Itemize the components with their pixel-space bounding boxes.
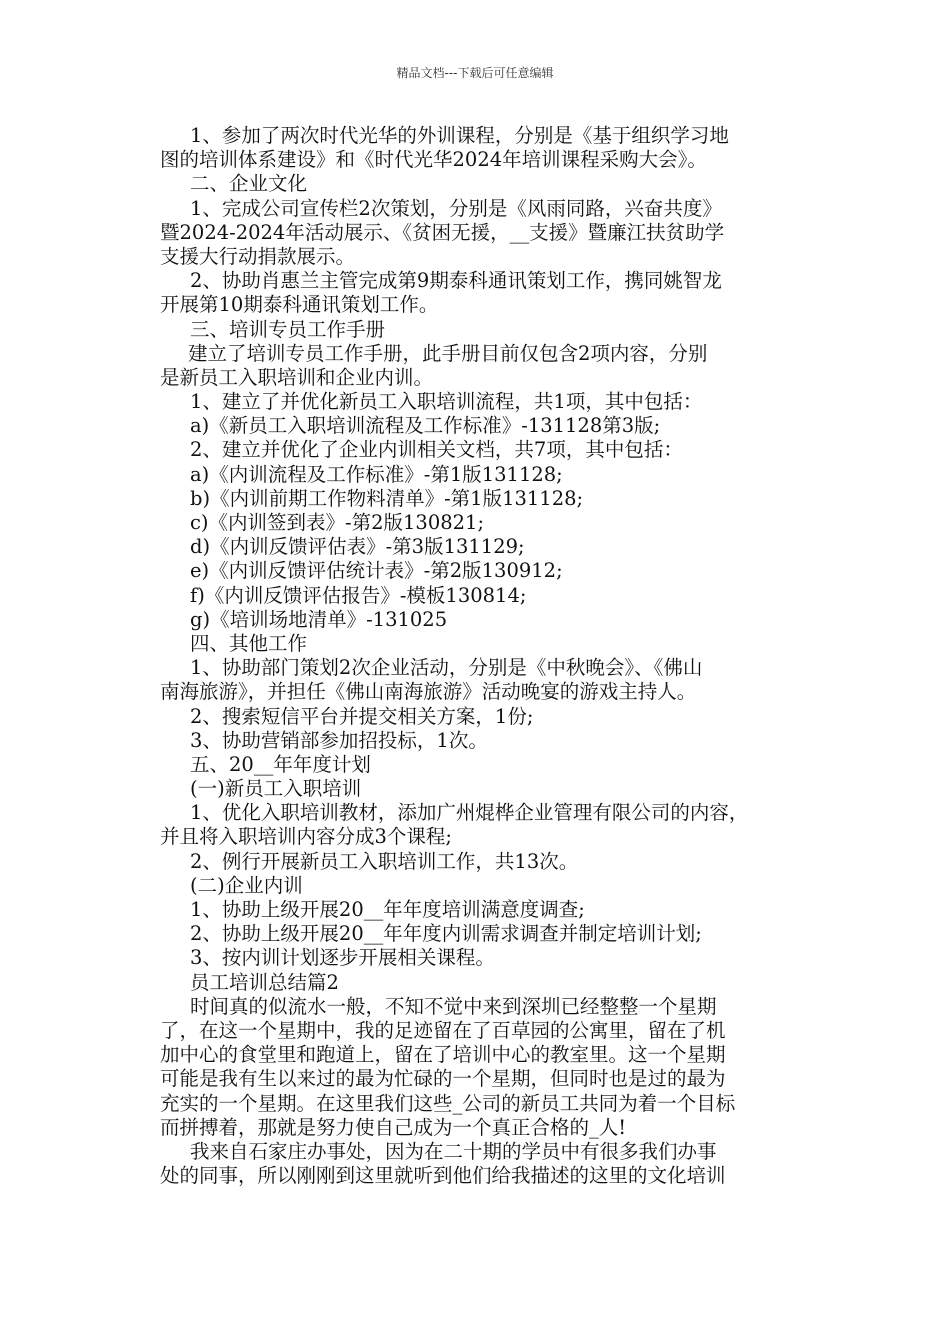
text-line: 并且将入职培训内容分成3个课程; xyxy=(160,825,452,849)
text-line: 2、搜索短信平台并提交相关方案，1份; xyxy=(190,704,534,728)
text-line: 1、优化入职培训教材，添加广州焜桦企业管理有限公司的内容， xyxy=(190,801,749,825)
text-line: 三、培训专员工作手册 xyxy=(190,317,386,341)
text-line: 时间真的似流水一般，不知不觉中来到深圳已经整整一个星期 xyxy=(190,994,717,1018)
text-line: 1、协助上级开展20__年年度培训满意度调查; xyxy=(190,898,585,921)
page-header: 精品文档---下载后可任意编辑 xyxy=(396,66,554,80)
text-line: c)《内训签到表》-第2版130821; xyxy=(190,511,485,534)
text-line: a)《新员工入职培训流程及工作标准》-131128第3版; xyxy=(190,414,661,438)
text-line: 南海旅游》，并担任《佛山南海旅游》活动晚宴的游戏主持人。 xyxy=(160,680,697,704)
text-line: f)《内训反馈评估报告》-模板130814; xyxy=(190,583,527,607)
text-line: d)《内训反馈评估表》-第3版131129; xyxy=(190,535,525,559)
text-line: 而拼搏着，那就是努力使自己成为一个真正合格的_人! xyxy=(160,1115,627,1139)
text-line: 1、完成公司宣传栏2次策划，分别是《风雨同路，兴奋共度》 xyxy=(190,196,722,220)
text-line: 图的培训体系建设》和《时代光华2024年培训课程采购大会》。 xyxy=(160,148,707,172)
text-line: (二)企业内训 xyxy=(190,873,303,897)
text-line: 充实的一个星期。在这里我们这些_公司的新员工共同为着一个目标 xyxy=(160,1091,736,1115)
text-line: g)《培训场地清单》-131025 xyxy=(190,607,448,631)
text-line: 加中心的食堂里和跑道上，留在了培训中心的教室里。这一个星期 xyxy=(160,1043,726,1067)
text-line: (一)新员工入职培训 xyxy=(190,777,362,801)
text-line: 3、协助营销部参加招投标，1次。 xyxy=(190,728,488,752)
text-line: 四、其他工作 xyxy=(190,631,308,655)
text-line: b)《内训前期工作物料清单》-第1版131128; xyxy=(190,486,584,510)
text-line: 3、按内训计划逐步开展相关课程。 xyxy=(190,946,495,970)
text-line: 是新员工入职培训和企业内训。 xyxy=(160,365,434,389)
document-body xyxy=(160,124,810,1188)
text-line: 可能是我有生以来过的最为忙碌的一个星期，但同时也是过的最为 xyxy=(160,1067,726,1091)
text-line: 2、例行开展新员工入职培训工作，共13次。 xyxy=(190,849,579,873)
text-line: 1、协助部门策划2次企业活动，分别是《中秋晚会》、《佛山 xyxy=(190,656,703,680)
text-line: 建立了培训专员工作手册，此手册目前仅包含2项内容，分别 xyxy=(188,341,708,365)
text-line: 员工培训总结篇2 xyxy=(190,970,339,994)
text-line: 1、参加了两次时代光华的外训课程，分别是《基于组织学习地 xyxy=(190,124,729,147)
text-line: 1、建立了并优化新员工入职培训流程，共1项，其中包括： xyxy=(190,390,703,414)
text-line: 2、协助肖惠兰主管完成第9期泰科通讯策划工作，携同姚智龙 xyxy=(190,269,722,293)
text-line: 2、协助上级开展20__年年度内训需求调查并制定培训计划; xyxy=(190,922,702,946)
text-line: 我来自石家庄办事处，因为在二十期的学员中有很多我们办事 xyxy=(190,1139,717,1163)
text-line: 开展第10期泰科通讯策划工作。 xyxy=(160,293,439,317)
text-line: 二、企业文化 xyxy=(190,172,308,196)
text-line: 处的同事，所以刚刚到这里就听到他们给我描述的这里的文化培训 xyxy=(160,1164,726,1188)
text-line: a)《内训流程及工作标准》-第1版131128; xyxy=(190,462,563,486)
text-line: 支援大行动捐款展示。 xyxy=(160,244,356,268)
text-line: 2、建立并优化了企业内训相关文档，共7项，其中包括： xyxy=(190,438,683,462)
text-line: 五、20__年年度计划 xyxy=(190,752,371,776)
text-line: 了，在这一个星期中，我的足迹留在了百草园的公寓里，留在了机 xyxy=(160,1018,726,1042)
text-line: e)《内训反馈评估统计表》-第2版130912; xyxy=(190,559,563,583)
text-line: 暨2024-2024年活动展示、《贫困无援，__支援》暨廉江扶贫助学 xyxy=(160,220,725,244)
